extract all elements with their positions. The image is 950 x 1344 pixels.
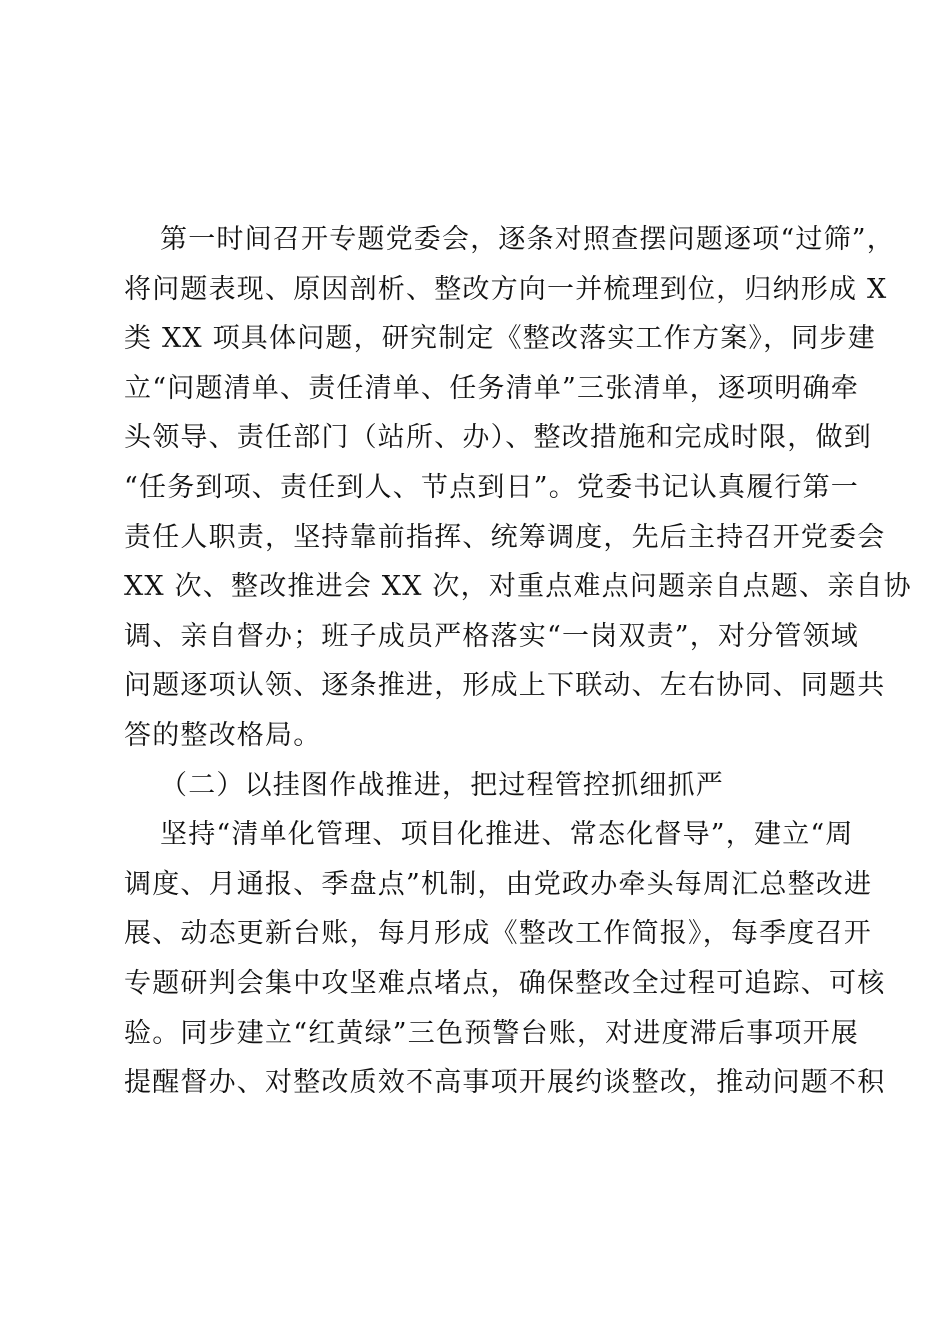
text-line: 问题逐项认领、逐条推进，形成上下联动、左右协同、同题共 xyxy=(124,670,886,702)
heading-text: （二）以挂图作战推进，把过程管控抓细抓严 xyxy=(160,769,724,801)
text-line: 类 XX 项具体问题，研究制定《整改落实工作方案》，同步建 xyxy=(124,323,876,355)
text-line: 验。同步建立“红黄绿”三色预警台账，对进度滞后事项开展 xyxy=(124,1017,860,1049)
text-line: 调、亲自督办；班子成员严格落实“一岗双责”，对分管领域 xyxy=(124,620,860,652)
text-line: 立“问题清单、责任清单、任务清单”三张清单，逐项明确牵 xyxy=(124,372,860,404)
text-line: 展、动态更新台账，每月形成《整改工作简报》，每季度召开 xyxy=(124,918,872,950)
document-body xyxy=(124,218,912,1111)
text-line: 答的整改格局。 xyxy=(124,719,322,751)
text-line: 提醒督办、对整改质效不高事项开展约谈整改，推动问题不积 xyxy=(124,1067,886,1099)
text-line: XX 次、整改推进会 XX 次，对重点难点问题亲自点题、亲自协 xyxy=(124,571,912,603)
text-line: 头领导、责任部门（站所、办）、整改措施和完成时限，做到 xyxy=(124,422,872,454)
text-line: 专题研判会集中攻坚难点堵点，确保整改全过程可追踪、可核 xyxy=(124,967,886,999)
section-heading xyxy=(124,764,834,814)
text-line: 责任人职责，坚持靠前指挥、统筹调度，先后主持召开党委会 xyxy=(124,521,886,553)
paragraph-process-control xyxy=(124,813,886,1111)
paragraph-organization xyxy=(124,218,912,764)
text-line: 调度、月通报、季盘点”机制，由党政办牵头每周汇总整改进 xyxy=(124,868,873,900)
text-line: 将问题表现、原因剖析、整改方向一并梳理到位，归纳形成 X xyxy=(124,273,888,305)
text-line: 坚持“清单化管理、项目化推进、常态化督导”，建立“周 xyxy=(160,819,854,851)
text-line: “任务到项、责任到人、节点到日”。党委书记认真履行第一 xyxy=(124,471,860,503)
text-line: 第一时间召开专题党委会，逐条对照查摆问题逐项“过筛”， xyxy=(160,224,896,255)
